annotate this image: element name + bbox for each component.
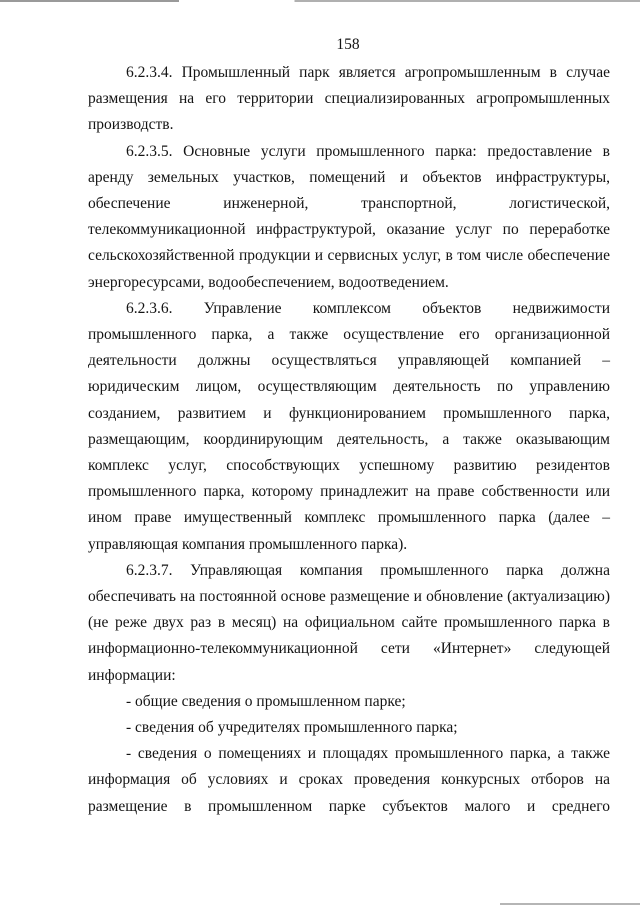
scan-edge-top [0, 0, 640, 2]
paragraph-6-2-3-5: 6.2.3.5. Основные услуги промышленного парка: предоставление в аренду земельных участков, помещений и объектов инфраструктуры, обеспечение инженерной, транспортной, логистической, телекоммуникационной инфраструктурой, оказание услуг по переработке сельскохозяйственной продукции и сервисных услуг, в том числе обеспечение энергоресурсами, водообеспечением, водоотведением. [88, 142, 610, 291]
list-item-founders-info: - сведения об учредителях промышленного парка; [126, 719, 458, 737]
paragraph-6-2-3-4: 6.2.3.4. Промышленный парк является агропромышленным в случае размещения на его территории специализированных агропромышленных производств. [88, 64, 610, 134]
list-item-general-info: - общие сведения о промышленном парке; [126, 692, 406, 710]
document-body [88, 60, 610, 820]
paragraph-6-2-3-7: 6.2.3.7. Управляющая компания промышленного парка должна обеспечивать на постоянной основе размещение и обновление (актуализацию) (не реже двух раз в месяц) на официальном сайте промышленного парка в информационно-телекоммуникационной сети «Интернет» следующей информации: [88, 561, 610, 684]
paragraph-6-2-3-6: 6.2.3.6. Управление комплексом объектов недвижимости промышленного парка, а также осуществление его организационной деятельности должны осуществляться управляющей компанией – юридическим лицом, осуществляющим деятельность по управлению созданием, развитием и функционированием промышленного парка, размещающим, координирующим деятельность, а также оказывающим комплекс услуг, способствующих успешному развитию резидентов промышленного парка, которому принадлежит на праве собственности или ином праве имущественный комплекс промышленного парка (далее – управляющая компания промышленного парка). [88, 299, 610, 553]
list-item-premises-info: - сведения о помещениях и площадях промышленного парка, а также информация об условиях и сроках проведения конкурсных отборов на размещение в промышленном парке субъектов малого и среднего [88, 745, 610, 815]
page-number: 158 [336, 36, 360, 53]
